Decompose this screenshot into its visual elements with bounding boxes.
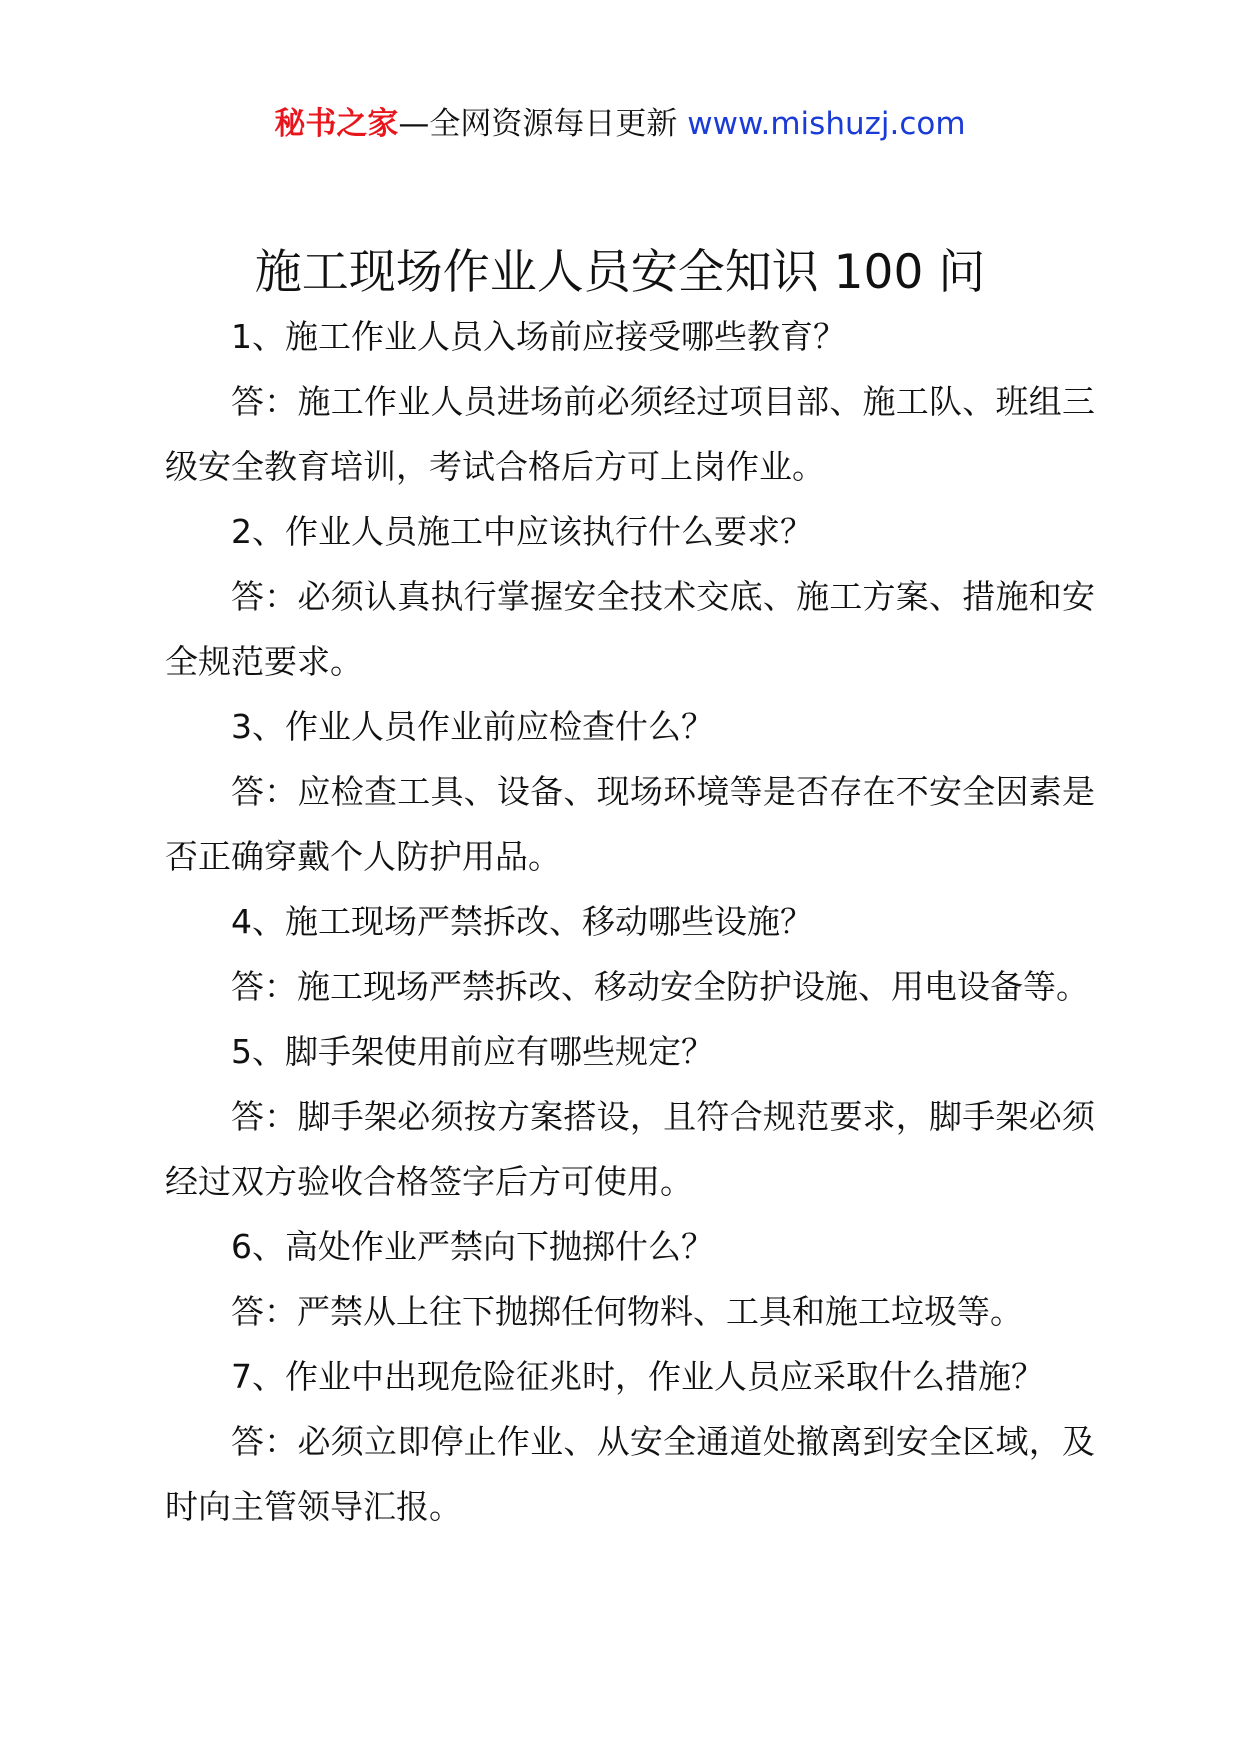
answer-4: 答：施工现场严禁拆改、移动安全防护设施、用电设备等。 — [231, 967, 1089, 1006]
answer-2: 答：必须认真执行掌握安全技术交底、施工方案、措施和安全规范要求。 — [165, 577, 1095, 681]
document-body — [165, 304, 1095, 1539]
document-title: 施工现场作业人员安全知识 100 问 — [254, 245, 986, 300]
site-brand: 秘书之家 — [274, 106, 399, 142]
question-2: 2、作业人员施工中应该执行什么要求？ — [231, 512, 813, 551]
question-6: 6、高处作业严禁向下抛掷什么？ — [231, 1227, 714, 1266]
question-7: 7、作业中出现危险征兆时，作业人员应采取什么措施？ — [231, 1357, 1044, 1396]
site-header — [0, 100, 1240, 148]
answer-6: 答：严禁从上往下抛掷任何物料、工具和施工垃圾等。 — [231, 1292, 1023, 1331]
answer-3: 答：应检查工具、设备、现场环境等是否存在不安全因素是否正确穿戴个人防护用品。 — [165, 772, 1095, 876]
question-4: 4、施工现场严禁拆改、移动哪些设施？ — [231, 902, 813, 941]
question-1: 1、施工作业人员入场前应接受哪些教育？ — [231, 317, 846, 356]
question-5: 5、脚手架使用前应有哪些规定？ — [231, 1032, 714, 1071]
site-url-link[interactable]: www.mishuzj.com — [687, 106, 966, 142]
answer-5: 答：脚手架必须按方案搭设，且符合规范要求，脚手架必须经过双方验收合格签字后方可使用。 — [165, 1097, 1095, 1201]
site-tagline: —全网资源每日更新 — [398, 106, 678, 142]
question-3: 3、作业人员作业前应检查什么？ — [231, 707, 714, 746]
answer-7: 答：必须立即停止作业、从安全通道处撤离到安全区域，及时向主管领导汇报。 — [165, 1422, 1095, 1526]
answer-1: 答：施工作业人员进场前必须经过项目部、施工队、班组三级安全教育培训，考试合格后方可上岗作业。 — [165, 382, 1095, 486]
